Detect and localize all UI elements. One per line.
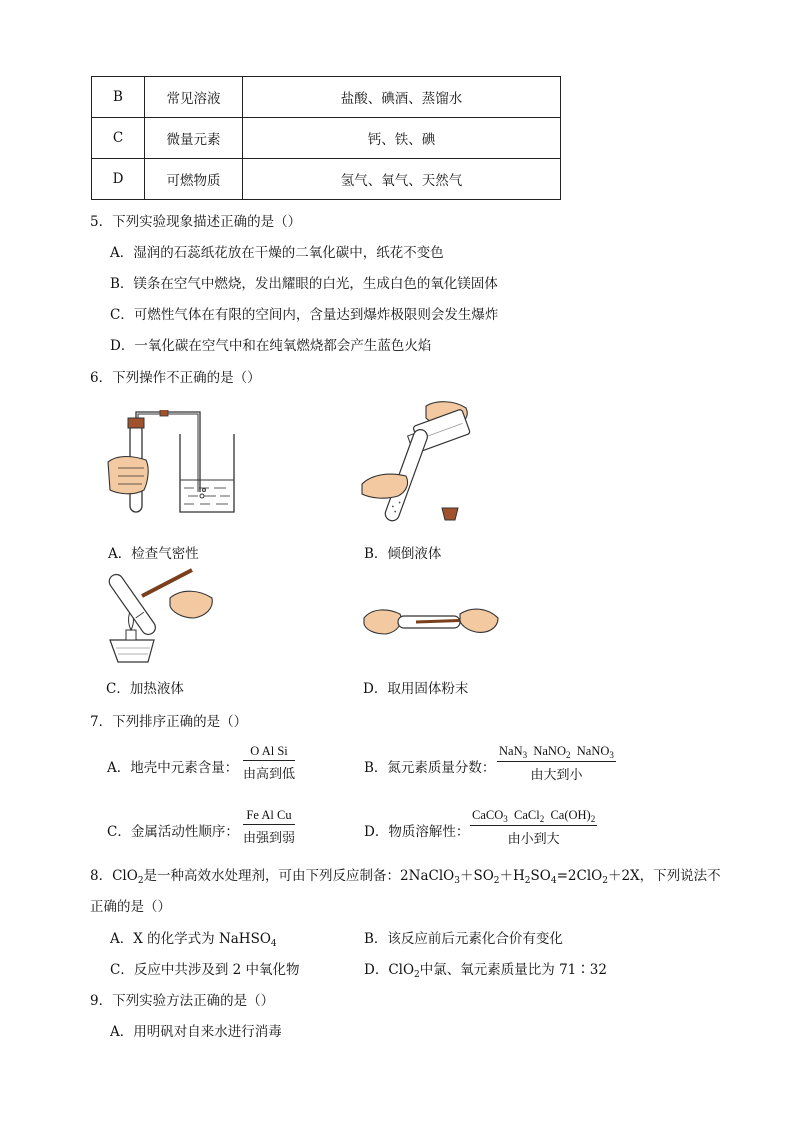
table-cell: D	[92, 159, 145, 200]
table-cell: 钙、铁、碘	[243, 118, 561, 159]
table-row	[92, 77, 561, 118]
q7-b-items: NaN$_3$ NaNO$_2$ NaNO$_3$	[499, 744, 614, 760]
q5-option-d: D．一氧化碳在空气中和在纯氧燃烧都会产生蓝色火焰	[110, 338, 432, 354]
q6-option-a: A．检查气密性	[108, 546, 199, 562]
question-5-stem: 5．下列实验现象描述正确的是（）	[90, 214, 302, 230]
table-cell: 氢气、氧气、天然气	[243, 159, 561, 200]
q7-a-direction: 由高到低	[243, 767, 296, 782]
q5-option-a: A．湿润的石蕊纸花放在干燥的二氧化碳中，纸花不变色	[110, 245, 444, 261]
q8-option-c: C．反应中共涉及到 2 中氧化物	[110, 962, 300, 978]
q7-b-direction: 由大到小	[530, 768, 583, 783]
q7-d-direction: 由小到大	[507, 832, 560, 847]
q5-option-c: C．可燃性气体在有限的空间内，含量达到爆炸极限则会发生爆炸	[110, 307, 499, 323]
q6-option-c: C．加热液体	[106, 681, 184, 697]
pouring-liquid-illustration	[358, 398, 488, 528]
q7-d-items: CaCO$_3$ CaCl$_2$ $Ca(OH)_2$	[472, 808, 596, 824]
table-cell: B	[92, 77, 145, 118]
table-cell: 可燃物质	[145, 159, 243, 200]
table-cell: C	[92, 118, 145, 159]
q7-option-a-order	[243, 744, 295, 782]
question-8-stem-line2: 正确的是（）	[90, 899, 171, 915]
q6-option-b: B．倾倒液体	[364, 546, 442, 562]
table-row	[92, 159, 561, 200]
question-8-stem-line1: 8．ClO$_2$是一种高效水处理剂，可由下列反应制备：$2NaClO_3+SO_2+H_2SO_4=2ClO_2+2X$，下列说法不	[90, 868, 721, 886]
category-table	[91, 76, 561, 200]
q7-option-d-order	[470, 808, 597, 847]
table-cell: 微量元素	[145, 118, 243, 159]
q6-option-d: D．取用固体粉末	[363, 681, 469, 697]
q8-option-a: A．X 的化学式为 NaHSO$_4$	[110, 931, 277, 949]
heating-liquid-illustration	[96, 568, 226, 668]
q7-option-c-prefix: C．金属活动性顺序：	[107, 824, 239, 840]
question-6-stem: 6．下列操作不正确的是（）	[90, 370, 261, 386]
q7-option-b-order	[497, 744, 616, 783]
q7-option-d-prefix: D．物质溶解性：	[364, 824, 470, 840]
table-row	[92, 118, 561, 159]
airtightness-check-illustration	[104, 410, 244, 525]
q7-option-b-prefix: B．氮元素质量分数：	[364, 760, 496, 776]
table-cell: 常见溶液	[145, 77, 243, 118]
q7-option-a-prefix: A．地壳中元素含量：	[107, 760, 239, 776]
q7-c-direction: 由强到弱	[243, 831, 296, 846]
question-7-stem: 7．下列排序正确的是（）	[90, 714, 248, 730]
q9-option-a: A．用明矾对自来水进行消毒	[110, 1024, 282, 1040]
q7-option-c-order	[243, 808, 295, 846]
q7-c-items: Fe Al Cu	[243, 808, 295, 825]
q8-option-d: D．ClO$_2$中氯、氧元素质量比为 71∶32	[364, 962, 607, 980]
solid-powder-illustration	[362, 600, 502, 645]
question-9-stem: 9．下列实验方法正确的是（）	[90, 993, 275, 1009]
q8-option-b: B．该反应前后元素化合价有变化	[364, 931, 563, 947]
q5-option-b: B．镁条在空气中燃烧，发出耀眼的白光，生成白色的氧化镁固体	[110, 276, 498, 292]
table-cell: 盐酸、碘酒、蒸馏水	[243, 77, 561, 118]
q7-a-items: O Al Si	[243, 744, 295, 761]
